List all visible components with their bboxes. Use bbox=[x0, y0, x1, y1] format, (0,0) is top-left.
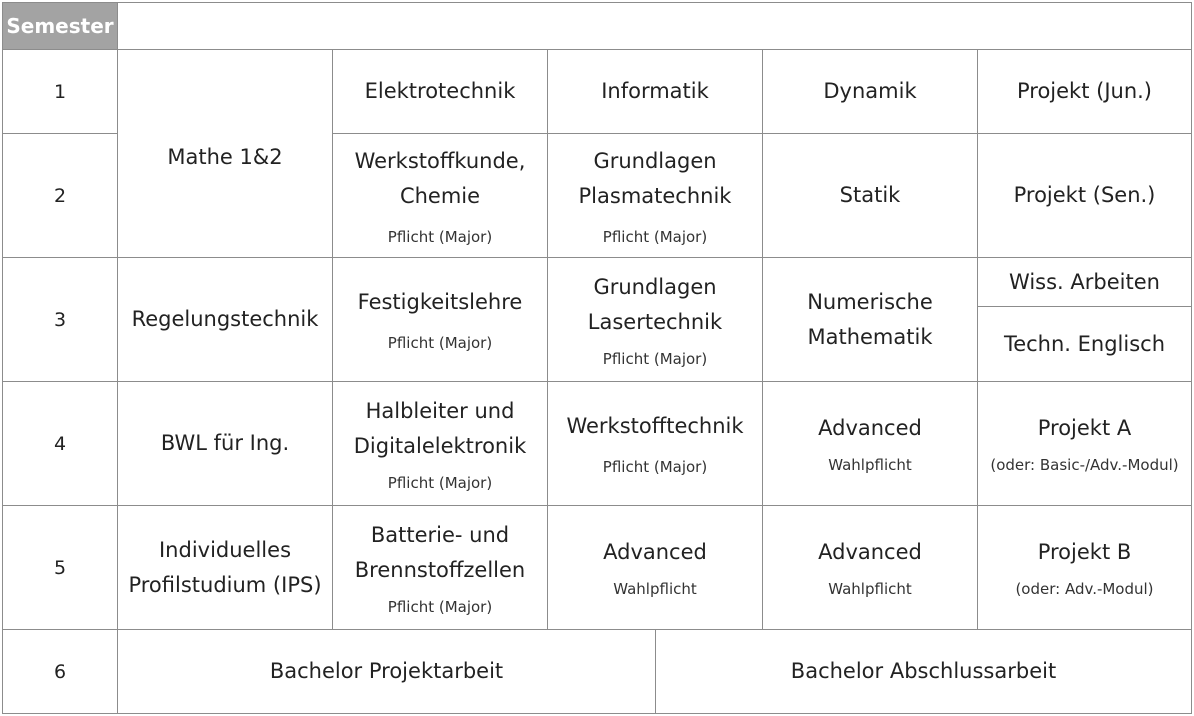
semester-1: 1 bbox=[2, 49, 118, 134]
semester-header bbox=[2, 2, 118, 50]
course-ips: Individuelles Profilstudium (IPS) bbox=[117, 505, 333, 630]
course-elektrotechnik: Elektrotechnik bbox=[332, 49, 548, 134]
course-halbleiter: Halbleiter und Digitalelektronik Pflicht (Major) bbox=[332, 381, 548, 506]
course-informatik: Informatik bbox=[547, 49, 763, 134]
course-advanced-5b: Advanced Wahlpflicht bbox=[762, 505, 978, 630]
course-mathe: Mathe 1&2 bbox=[117, 49, 333, 258]
header-blank bbox=[117, 2, 1192, 50]
course-dynamik: Dynamik bbox=[762, 49, 978, 134]
course-batterie: Batterie- und Brennstoffzellen Pflicht (Major) bbox=[332, 505, 548, 630]
course-techn-englisch: Techn. Englisch bbox=[977, 306, 1192, 382]
course-regelungstechnik: Regelungstechnik bbox=[117, 257, 333, 382]
semester-6: 6 bbox=[2, 629, 118, 714]
semester-4: 4 bbox=[2, 381, 118, 506]
semester-3: 3 bbox=[2, 257, 118, 382]
course-wiss-arbeiten: Wiss. Arbeiten bbox=[977, 257, 1192, 307]
course-numerische-mathematik: Numerische Mathematik bbox=[762, 257, 978, 382]
course-advanced-4: Advanced Wahlpflicht bbox=[762, 381, 978, 506]
semester-5: 5 bbox=[2, 505, 118, 630]
course-projekt-a: Projekt A (oder: Basic-/Adv.-Modul) bbox=[977, 381, 1192, 506]
course-lasertechnik: Grundlagen Lasertechnik Pflicht (Major) bbox=[547, 257, 763, 382]
course-statik: Statik bbox=[762, 133, 978, 258]
course-werkstoffkunde: Werkstoffkunde, Chemie Pflicht (Major) bbox=[332, 133, 548, 258]
course-werkstofftechnik: Werkstofftechnik Pflicht (Major) bbox=[547, 381, 763, 506]
course-plasmatechnik: Grundlagen Plasmatechnik Pflicht (Major) bbox=[547, 133, 763, 258]
course-bachelor-projektarbeit: Bachelor Projektarbeit bbox=[117, 629, 656, 714]
course-festigkeitslehre: Festigkeitslehre Pflicht (Major) bbox=[332, 257, 548, 382]
course-bwl: BWL für Ing. bbox=[117, 381, 333, 506]
course-bachelor-abschlussarbeit: Bachelor Abschlussarbeit bbox=[655, 629, 1192, 714]
course-projekt-jun: Projekt (Jun.) bbox=[977, 49, 1192, 134]
course-projekt-b: Projekt B (oder: Adv.-Modul) bbox=[977, 505, 1192, 630]
course-projekt-sen: Projekt (Sen.) bbox=[977, 133, 1192, 258]
semester-2: 2 bbox=[2, 133, 118, 258]
semester-header-label: Semester bbox=[6, 14, 114, 38]
course-advanced-5a: Advanced Wahlpflicht bbox=[547, 505, 763, 630]
